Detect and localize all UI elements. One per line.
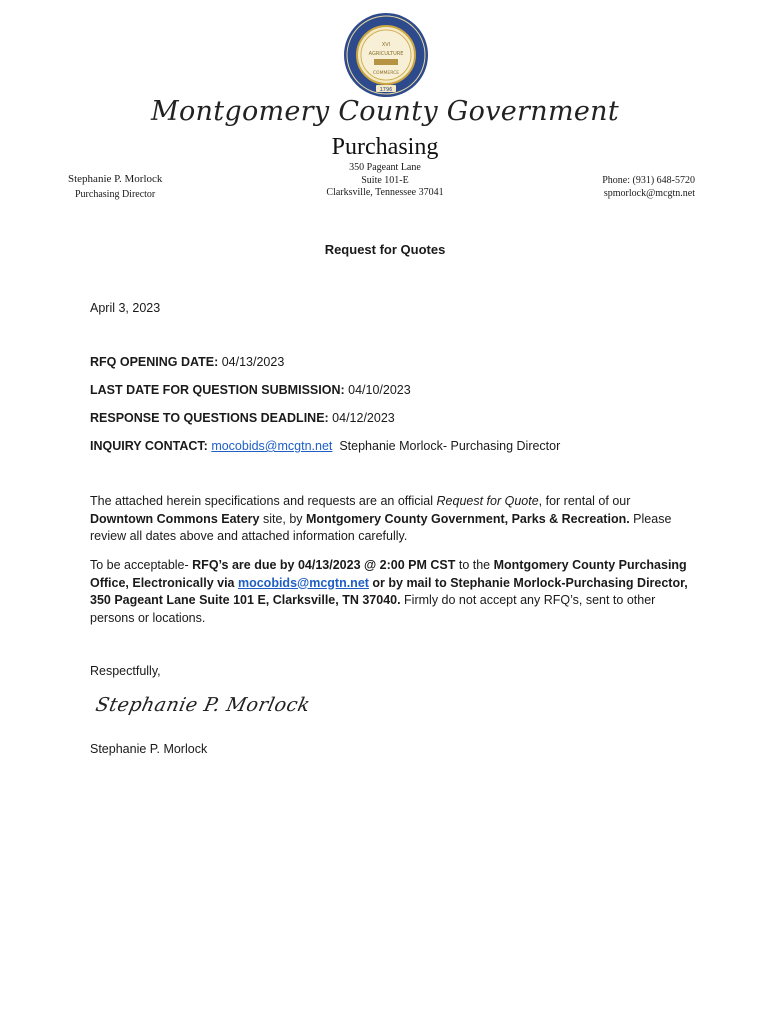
question-submission-date xyxy=(90,383,411,397)
closing: Respectfully, xyxy=(90,664,161,678)
response-deadline xyxy=(90,411,395,425)
contact-block xyxy=(602,174,695,200)
department-name: Purchasing xyxy=(331,134,439,160)
field-value: 04/10/2023 xyxy=(344,383,411,397)
svg-text:AGRICULTURE: AGRICULTURE xyxy=(368,51,404,57)
address-line-1: 350 Pageant Lane xyxy=(349,162,421,173)
government-name: Montgomery County Government xyxy=(151,96,619,127)
field-value: 04/13/2023 xyxy=(218,355,285,369)
handwritten-signature: Stephanie P. Morlock xyxy=(93,694,313,716)
address-line-2: Suite 101-E xyxy=(361,174,409,186)
submission-paragraph: To be acceptable- RFQ’s are due by 04/13/2023 @ 2:00 PM CST to the Montgomery County Purchasing Office, Electronically via mocobids@mcgtn.net or by mail to Stephanie Morlock-Purchasing Director, 350 Pageant Lane Suite 101 E, Clarksville, TN 37040. Firmly do not accept any RFQ’s, sent to other persons or locations. xyxy=(90,558,688,625)
director-block xyxy=(68,172,162,202)
field-label: RFQ OPENING DATE: xyxy=(90,355,219,369)
phone-number: Phone: (931) 648-5720 xyxy=(602,175,695,186)
address-line-3: Clarksville, Tennessee 37041 xyxy=(326,187,444,198)
field-value: Stephanie Morlock- Purchasing Director xyxy=(332,439,561,453)
field-value: 04/12/2023 xyxy=(328,411,395,425)
signer-name: Stephanie P. Morlock xyxy=(90,742,208,756)
field-label: INQUIRY CONTACT: xyxy=(90,439,208,453)
document-title: Request for Quotes xyxy=(324,242,446,257)
inquiry-contact xyxy=(90,439,560,453)
field-label: LAST DATE FOR QUESTION SUBMISSION: xyxy=(90,383,345,397)
field-label: RESPONSE TO QUESTIONS DEADLINE: xyxy=(90,411,329,425)
svg-text:COMMERCE: COMMERCE xyxy=(372,71,400,76)
svg-text:XVI: XVI xyxy=(381,42,391,48)
director-title: Purchasing Director xyxy=(75,189,156,200)
director-name: Stephanie P. Morlock xyxy=(68,173,163,185)
intro-paragraph: The attached herein specifications and requests are an official Request for Quote, for rental of our Downtown Commons Eatery site, by Montgomery County Government, Parks & Recreation. Please review all dates above and attached information carefully. xyxy=(90,494,672,543)
address-block xyxy=(300,162,470,200)
svg-text:1796: 1796 xyxy=(379,87,393,93)
county-seal-logo xyxy=(343,12,429,98)
submission-email-link[interactable]: mocobids@mcgtn.net xyxy=(237,575,369,590)
inquiry-email-link[interactable]: mocobids@mcgtn.net xyxy=(211,439,333,453)
letter-date: April 3, 2023 xyxy=(90,301,161,315)
rfq-opening-date xyxy=(90,355,284,369)
director-email: spmorlock@mcgtn.net xyxy=(603,188,695,199)
